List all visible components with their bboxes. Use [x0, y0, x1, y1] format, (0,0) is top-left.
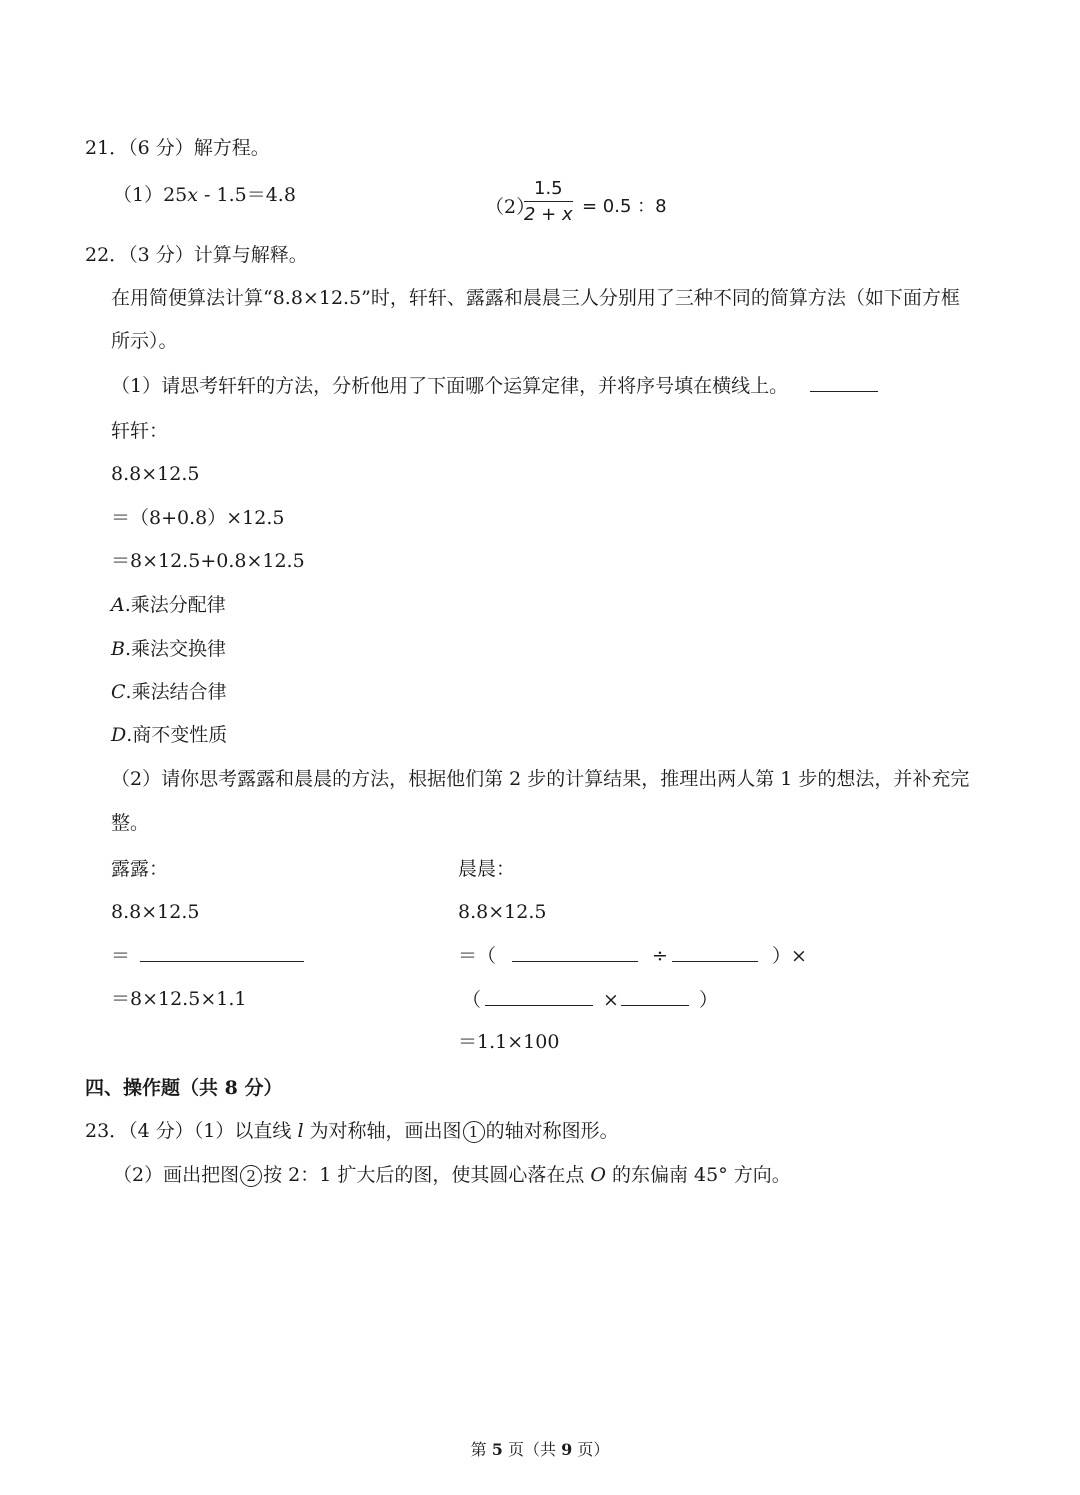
page-footer: [0, 1437, 1080, 1460]
option-a: [111, 593, 226, 617]
chenchen-step-2b: [462, 987, 718, 1012]
option-a-text: .乘法分配律: [124, 594, 226, 616]
chenchen-step-1: 8.8×12.5: [458, 901, 547, 923]
q23-l2-c: 的东偏南 45° 方向。: [605, 1164, 791, 1186]
chenchen-close-times: ）×: [771, 945, 807, 967]
chenchen-divide: ÷: [652, 945, 668, 967]
xuanxuan-step-2: ＝（8+0.8）×12.5: [111, 507, 285, 529]
q21-eq2-suffix: = 0.5 ：8: [582, 196, 667, 217]
footer-total-pages: 9: [561, 1440, 573, 1459]
q21-eq2-denominator: 2 + x: [524, 204, 573, 225]
circled-2-icon: 2: [240, 1165, 262, 1187]
option-c-text: .乘法结合律: [125, 681, 227, 703]
footer-pre: 第: [470, 1440, 492, 1459]
q23-l1-var: l: [297, 1120, 304, 1142]
chenchen-blank-3[interactable]: [485, 987, 593, 1006]
lulu-step-1: 8.8×12.5: [111, 901, 200, 923]
option-a-letter: A: [111, 594, 125, 616]
q21-eq1-suffix: - 1.5＝4.8: [197, 184, 296, 206]
footer-page-number: 5: [491, 1440, 503, 1459]
q23-l2-a: （2）画出把图: [113, 1164, 240, 1186]
lulu-equals: ＝: [111, 945, 131, 967]
q23-l1-a: 23．（4 分）（1）以直线: [85, 1120, 298, 1142]
q22-sub1-text: （1）请思考轩轩的方法，分析他用了下面哪个运算定律，并将序号填在横线上。: [111, 375, 789, 397]
q22-sub1-answer-blank[interactable]: [810, 373, 878, 392]
chenchen-times: ×: [603, 989, 619, 1011]
footer-post: 页）: [572, 1440, 610, 1459]
footer-mid: 页（共: [502, 1440, 562, 1459]
option-c-letter: C: [111, 681, 126, 703]
q21-title: 21．（6 分）解方程。: [85, 137, 270, 159]
lulu-step-3: ＝8×12.5×1.1: [111, 988, 247, 1010]
chenchen-step-3: ＝1.1×100: [458, 1031, 560, 1053]
q22-intro-line1: 在用简便算法计算“8.8×12.5”时，轩轩、露露和晨晨三人分别用了三种不同的简算方法（如下面方框: [111, 287, 960, 309]
q22-title: 22．（3 分）计算与解释。: [85, 244, 308, 266]
q21-eq2-fraction: [524, 178, 573, 225]
option-d: [111, 723, 227, 747]
q21-eq1-variable: x: [187, 184, 198, 206]
chenchen-open-2: （: [462, 989, 482, 1011]
chenchen-equals-open: ＝（: [458, 945, 497, 967]
lulu-step-2: [111, 943, 304, 968]
q22-intro-line2: 所示）。: [111, 330, 178, 352]
q23-l2-var: O: [590, 1164, 606, 1186]
xuanxuan-label: 轩轩：: [111, 420, 169, 442]
q23-l1-b: 为对称轴，画出图: [303, 1120, 462, 1142]
option-b-text: .乘法交换律: [124, 638, 227, 660]
chenchen-step-2: [458, 943, 807, 968]
q22-sub2-line1: （2）请你思考露露和晨晨的方法，根据他们第 2 步的计算结果，推理出两人第 1 步的想法，并补充完: [111, 768, 970, 790]
section-4-title: 四、操作题（共 8 分）: [85, 1077, 283, 1099]
option-d-letter: D: [111, 724, 127, 746]
chenchen-blank-1[interactable]: [512, 943, 638, 962]
q21-eq2-prefix: （2）: [485, 196, 536, 218]
xuanxuan-step-1: 8.8×12.5: [111, 463, 200, 485]
q23-l2-b: 按 2：1 扩大后的图，使其圆心落在点: [263, 1164, 591, 1186]
q21-eq1-prefix: （1）25: [113, 184, 188, 206]
q21-eq2-numerator: 1.5: [524, 178, 573, 202]
q23-line-1: [85, 1119, 619, 1143]
lulu-answer-blank[interactable]: [140, 943, 304, 962]
q21-equation-1: [113, 183, 296, 207]
option-d-text: .商不变性质: [126, 724, 228, 746]
q22-sub2-line2: 整。: [111, 812, 150, 834]
option-b: [111, 637, 226, 661]
circled-1-icon: 1: [463, 1121, 485, 1143]
lulu-label: 露露：: [111, 858, 169, 880]
chenchen-blank-4[interactable]: [621, 987, 689, 1006]
chenchen-label: 晨晨：: [458, 858, 516, 880]
option-b-letter: B: [111, 638, 125, 660]
q23-l1-c: 的轴对称图形。: [485, 1120, 619, 1142]
option-c: [111, 680, 227, 704]
chenchen-blank-2[interactable]: [672, 943, 758, 962]
xuanxuan-step-3: ＝8×12.5+0.8×12.5: [111, 550, 305, 572]
q22-sub1: [111, 373, 878, 398]
q23-line-2: [113, 1163, 791, 1187]
chenchen-close-2: ）: [698, 989, 718, 1011]
